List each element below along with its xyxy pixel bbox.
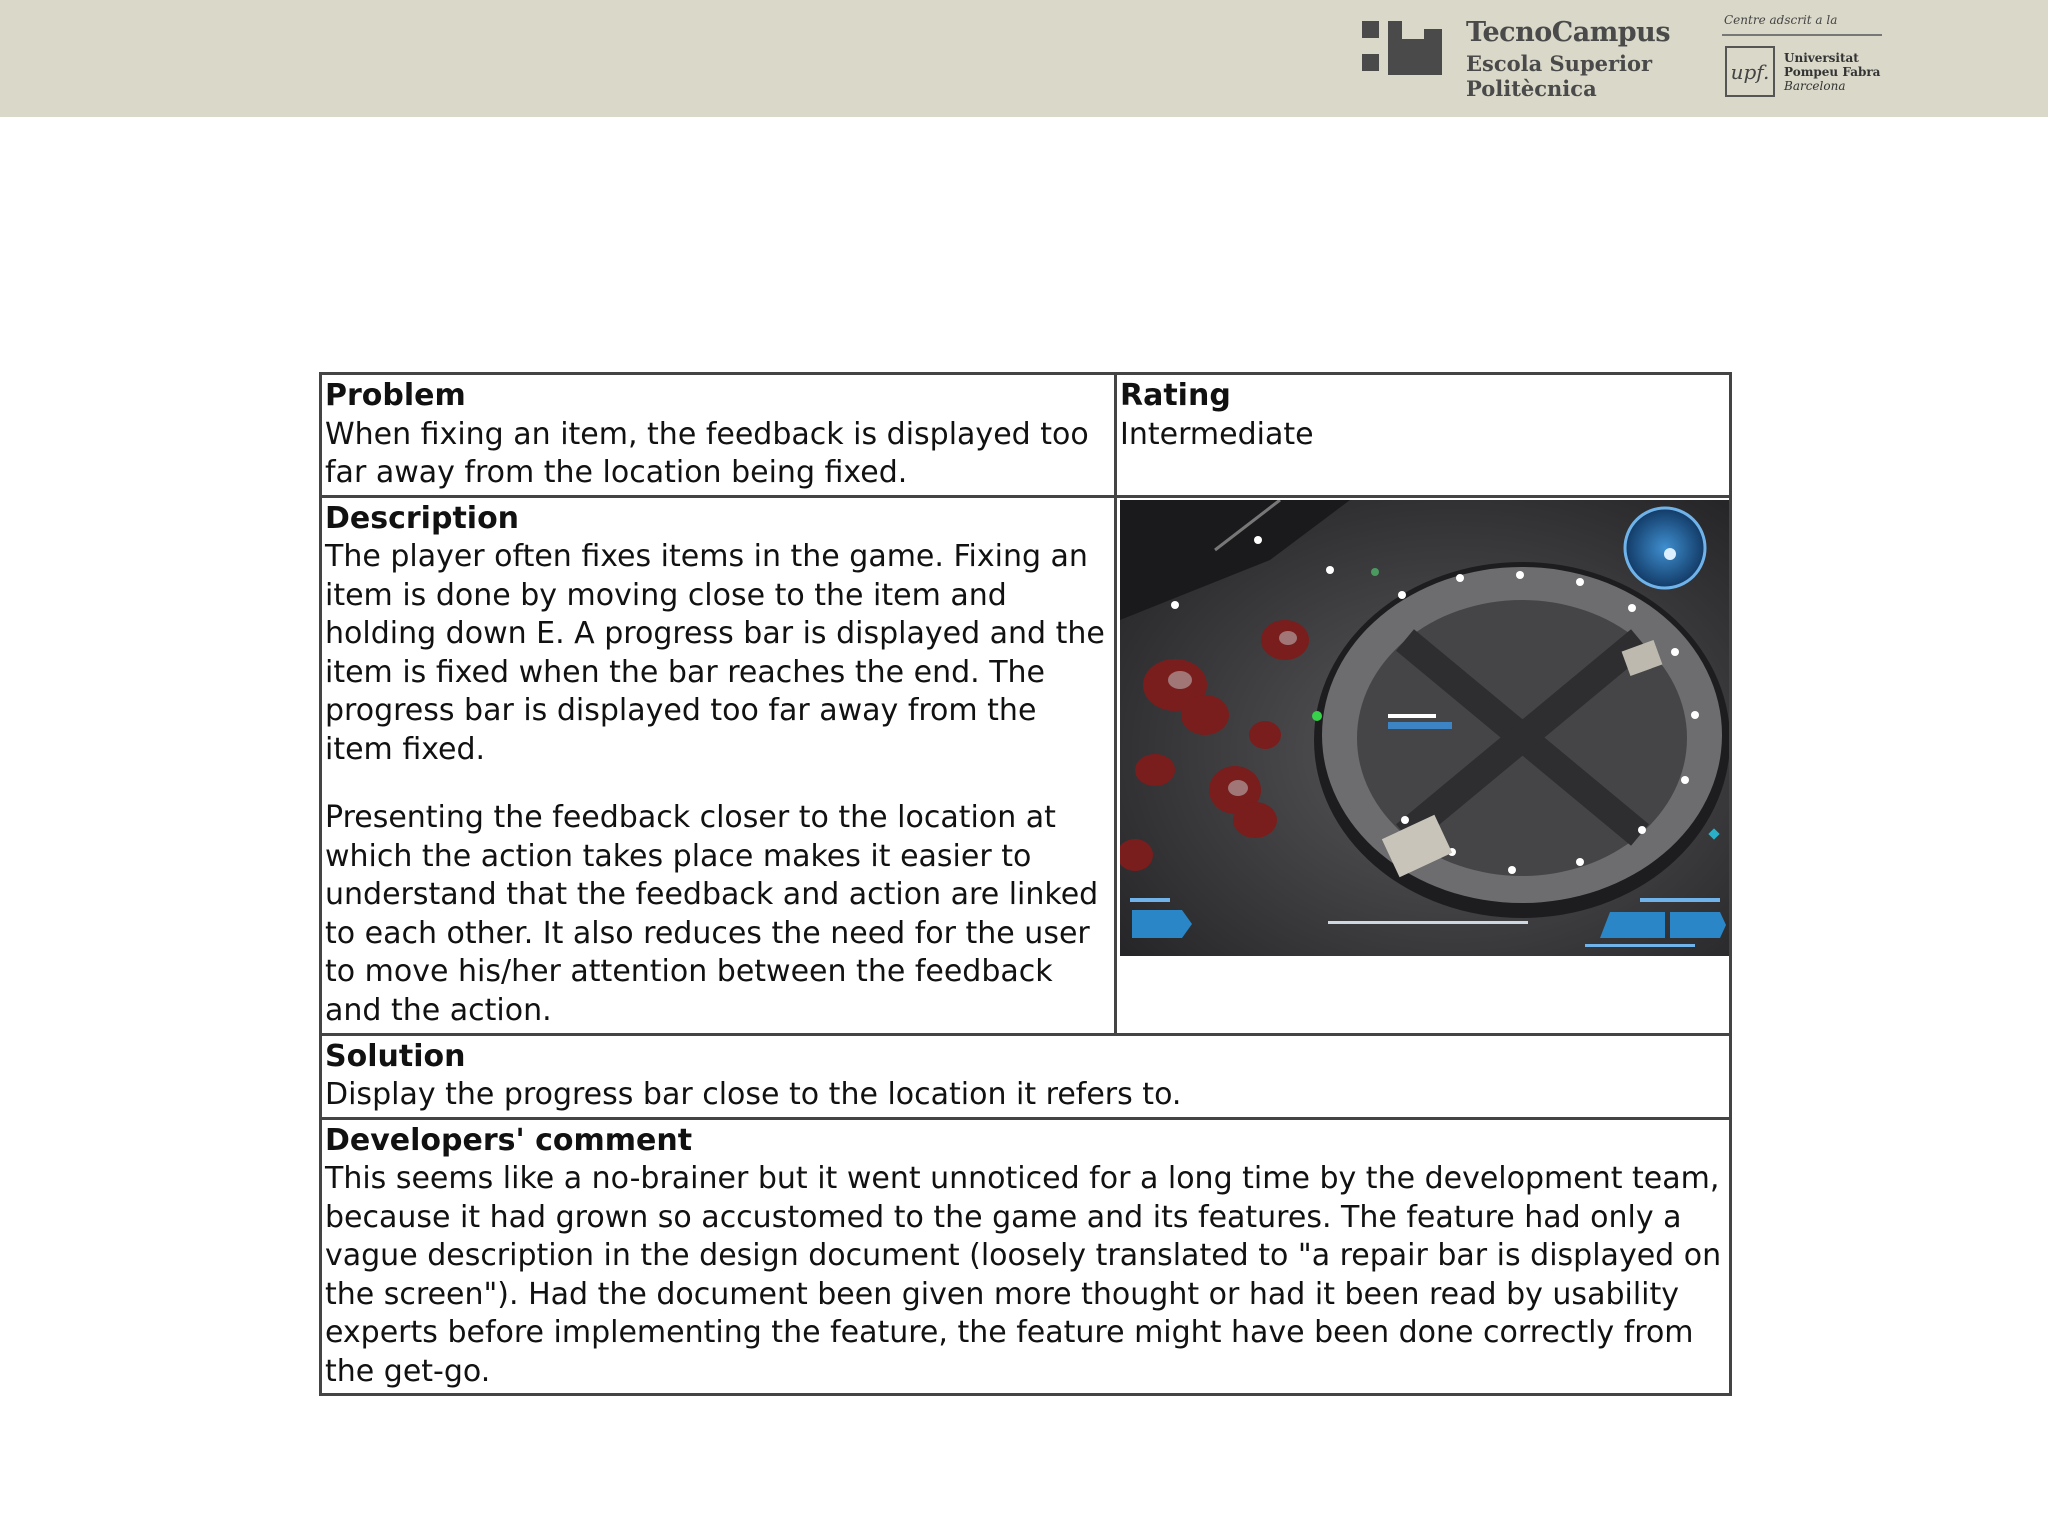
description-paragraph-2: Presenting the feedback closer to the location at which the action takes place makes it easier to understand that the feedback and action are linked to each other. It also reduces the need for the user to move his/her attention between the feedback and the action. [325,800,1099,1028]
tecnocampus-logo-icon [1362,21,1442,75]
upf-name-line1: Universitat [1784,51,1859,65]
solution-label: Solution [325,1038,466,1074]
screenshot-cell [1116,496,1731,1034]
rating-value: Intermediate [1120,416,1314,452]
solution-text: Display the progress bar close to the location it refers to. [325,1077,1182,1112]
tecnocampus-line1: TecnoCampus [1466,17,1671,48]
game-screenshot [1120,500,1729,956]
tecnocampus-name [1466,18,1670,100]
upf-divider [1722,34,1882,36]
tecnocampus-line2: Escola Superior [1466,50,1653,76]
rating-cell [1116,374,1731,497]
problem-label: Problem [325,378,466,413]
description-row [321,496,1731,1034]
description-cell [321,496,1116,1034]
upf-name-line2: Pompeu Fabra [1784,64,1881,79]
problem-row [321,374,1731,497]
solution-row [321,1034,1731,1118]
description-paragraph-1: The player often fixes items in the game. Fixing an item is done by moving close to the item and holding down E. A progress bar is displayed and the item is fixed when the bar reaches the end. The progress bar is displayed too far away from the item fixed. [325,539,1105,767]
upf-name-line3: Barcelona [1784,78,1846,93]
upf-name [1784,52,1880,93]
header-bar [0,0,2048,117]
upf-note: Centre adscrit a la [1724,13,1838,27]
problem-cell [321,374,1116,497]
problem-text: When fixing an item, the feedback is displayed too far away from the location being fixed. [325,416,1089,490]
developers-comment-label: Developers' comment [325,1122,693,1158]
rating-label: Rating [1120,378,1231,413]
solution-cell [321,1034,1731,1118]
tecnocampus-line3: Politècnica [1466,75,1597,101]
usability-problem-table [319,372,1732,1396]
developers-comment-row [321,1118,1731,1395]
developers-comment-text: This seems like a no-brainer but it went unnoticed for a long time by the development team, because it had grown so accustomed to the game and its features. The feature had only a vague description in the design document (loosely translated to "a repair bar is displayed on the screen"). Had the document been given more thought or had it been read by usability experts before implementing the feature, the feature might have been done correctly from the get-go. [325,1161,1722,1389]
developers-comment-cell [321,1118,1731,1395]
description-label: Description [325,500,520,536]
upf-logo-icon: upf. [1725,46,1775,97]
